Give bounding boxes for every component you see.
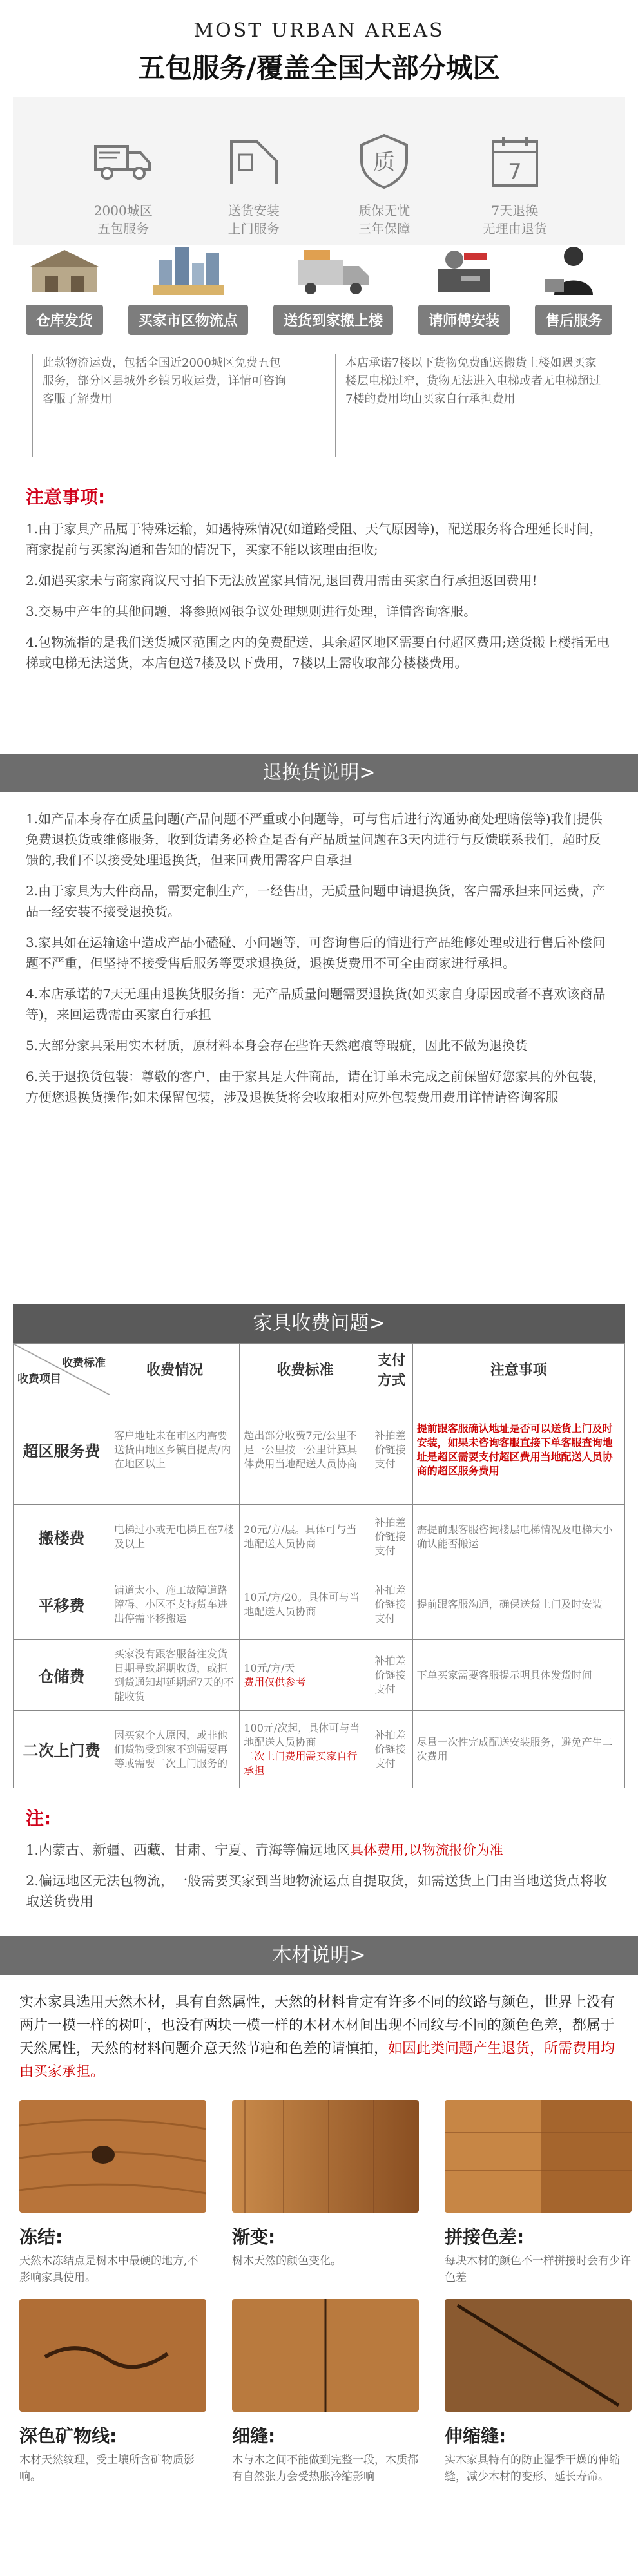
warehouse-icon xyxy=(26,240,103,298)
wood-intro: 实木家具选用天然木材，具有自然属性，天然的材料肯定有许多不同的纹路与颜色，世界上没有两片一模一样的树叶，也没有两块一模一样的木材木材间出现不同纹与不同的颜色色差，都属于天然属性，天然的材料问题介意天然节疤和色差的请慎拍，如因此类问题产生退货，所需费用均由买家承担。 xyxy=(19,1994,615,2080)
fee-name: 搬楼费 xyxy=(14,1505,110,1569)
wood-grid xyxy=(0,2100,638,2485)
service-item-return xyxy=(467,132,563,238)
table-header-row xyxy=(14,1344,625,1395)
flow-label: 送货到家搬上楼 xyxy=(273,305,393,335)
service-text: 质保无忧 三年保障 xyxy=(358,203,411,236)
fee-name: 平移费 xyxy=(14,1569,110,1640)
wood-joint-image xyxy=(445,2100,632,2213)
wood-knot-image xyxy=(19,2100,206,2213)
flow-label: 仓库发货 xyxy=(26,305,103,335)
fee-standard: 100元/次起，具体可与当地配送人员协商 二次上门费用需买家自行承担 xyxy=(240,1711,371,1788)
wood-caption: 渐变: xyxy=(232,2226,276,2247)
fee-standard: 10元/方/天 费用仅供参考 xyxy=(240,1640,371,1711)
fee-situation: 买家没有跟客服备注发货日期导致超期收货，或拒到货通知却延期超7天的不能收货 xyxy=(110,1640,240,1711)
wood-desc: 树木天然的颜色变化。 xyxy=(232,2255,342,2267)
note-right: 本店承诺7楼以下货物免费配送搬货上楼如遇买家楼层电梯过窄，货物无法进入电梯或者无电梯超过7楼的费用均由买家自行承担费用 xyxy=(335,354,606,457)
fee-notes-list xyxy=(0,1840,638,1936)
returns-item: 1.如产品本身存在质量问题(产品问题不严重或小问题等，可与售后进行沟通协商处理赔偿等)我们提供免费退换货或维修服务，收到货请务必检查是否有产品质量问题在3天内进行与反馈联系我们，超时反馈的,我们不以接受处理退换货，但来回费用需客户自承担 xyxy=(26,811,603,868)
flow-step-install xyxy=(418,240,510,335)
wood-desc: 每块木材的颜色不一样拼接时会有少许色差 xyxy=(445,2255,631,2284)
page-header xyxy=(0,0,638,97)
quality-icon xyxy=(355,132,413,190)
wood-caption: 伸缩缝: xyxy=(445,2425,507,2447)
fee-pay: 补拍差价链接支付 xyxy=(371,1395,412,1505)
wood-item xyxy=(232,2299,419,2485)
returns-item: 5.大部分家具采用实木材质，原材料本身会存在些许天然疤痕等瑕疵，因此不做为退换货 xyxy=(26,1038,528,1053)
fee-name: 超区服务费 xyxy=(14,1395,110,1505)
fee-standard: 10元/方/20。具体可与当地配送人员协商 xyxy=(240,1569,371,1640)
service-person-icon xyxy=(535,240,612,298)
service-text: 2000城区 五包服务 xyxy=(93,203,153,236)
fee-situation: 因买家个人原因，或非他们货物受到家不到需要再等或需要二次上门服务的 xyxy=(110,1711,240,1788)
wood-expansion-image xyxy=(445,2299,632,2412)
wood-item xyxy=(232,2100,419,2286)
header-cn-title: 五包服务/覆盖全国大部分城区 xyxy=(138,52,500,84)
table-header: 收费情况 xyxy=(110,1344,240,1395)
fees-table xyxy=(13,1343,625,1788)
fee-note-item: 2.偏远地区无法包物流，一般需要买家到当地物流运点自提取货，如需送货上门由当地送货点将收取送货费用 xyxy=(26,1873,608,1909)
fee-note: 尽量一次性完成配送安装服务，避免产生二次费用 xyxy=(412,1711,624,1788)
fee-notes-title: 注: xyxy=(26,1808,52,1829)
table-corner-cell: 收费标准 收费项目 xyxy=(14,1344,110,1395)
wood-caption: 拼接色差: xyxy=(445,2226,525,2247)
wood-desc: 天然木冻结点是树木中最硬的地方,不影响家具使用。 xyxy=(19,2255,198,2284)
flow-step-warehouse xyxy=(26,240,103,335)
attention-list xyxy=(0,519,638,754)
fee-note-item: 1.内蒙古、新疆、西藏、甘肃、宁夏、青海等偏远地区具体费用,以物流报价为准 xyxy=(26,1842,503,1858)
attention-item: 2.如遇买家未与商家商议尺寸拍下无法放置家具情况,退回费用需由买家自行承担返回费用! xyxy=(26,573,537,588)
fee-name: 仓储费 xyxy=(14,1640,110,1711)
service-icons-panel xyxy=(13,97,625,245)
fee-note: 提前跟客服沟通，确保送货上门及时安装 xyxy=(412,1569,624,1640)
fees-title-bar: 家具收费问题> xyxy=(13,1304,625,1343)
table-header: 支付方式 xyxy=(371,1344,412,1395)
flow-step-deliver xyxy=(273,240,393,335)
svg-text:质: 质 xyxy=(373,149,396,175)
wood-caption: 冻结: xyxy=(19,2226,63,2247)
header-en-title: MOST URBAN AREAS xyxy=(193,19,445,42)
fee-situation: 电梯过小或无电梯且在7楼及以上 xyxy=(110,1505,240,1569)
flow-label: 买家市区物流点 xyxy=(128,305,248,335)
wood-desc: 木材天然纹理，受土壤所含矿物质影响。 xyxy=(19,2454,195,2483)
returns-list xyxy=(0,792,638,1304)
flow-step-logistics xyxy=(128,240,248,335)
attention-item: 4.包物流指的是我们送货城区范围之内的免费配送，其余超区地区需要自付超区费用;送货搬上楼指无电梯或电梯无法送货，本店包送7楼及以下费用，7楼以上需收取部分楼楼费用。 xyxy=(26,634,610,671)
wood-title-bar: 木材说明> xyxy=(0,1936,638,1975)
calendar-icon xyxy=(486,132,544,190)
fee-standard: 20元/方/层。具体可与当地配送人员协商 xyxy=(240,1505,371,1569)
wood-caption: 深色矿物线: xyxy=(19,2425,117,2447)
wood-caption: 细缝: xyxy=(232,2425,276,2447)
wood-gradient-image xyxy=(232,2100,419,2213)
table-row xyxy=(14,1569,625,1640)
delivery-truck-icon xyxy=(295,240,372,298)
install-icon xyxy=(225,132,283,190)
note-left: 此款物流运费，包括全国近2000城区免费五包服务，部分区县城外乡镇另收运费，详情可咨询客服了解费用 xyxy=(32,354,290,457)
table-header: 收费标准 xyxy=(240,1344,371,1395)
table-header: 注意事项 xyxy=(412,1344,624,1395)
fee-pay: 补拍差价链接支付 xyxy=(371,1569,412,1640)
service-text: 送货安装 上门服务 xyxy=(227,203,280,236)
attention-item: 1.由于家具产品属于特殊运输，如遇特殊情况(如道路受阻、天气原因等)，配送服务将合理延长时间，商家提前与买家沟通和告知的情况下，买家不能以该理由拒收; xyxy=(26,521,603,557)
fee-note: 提前跟客服确认地址是否可以送货上门及时安装，如果未咨询客服直接下单客服查询地址是超区需要支付超区费用当地配送人员协商的超区服务费用 xyxy=(412,1395,624,1505)
wood-crack-image xyxy=(232,2299,419,2412)
fee-situation: 铺道太小、施工故障道路障碍、小区不支持货车进出停需平移搬运 xyxy=(110,1569,240,1640)
attention-item: 3.交易中产生的其他问题，将参照网银争议处理规则进行处理，详情咨询客服。 xyxy=(26,604,477,619)
fee-note: 下单买家需要客服提示明具体发货时间 xyxy=(412,1640,624,1711)
returns-item: 3.家具如在运输途中造成产品小磕碰、小问题等，可咨询售后的情进行产品维修处理或进行售后补偿问题不严重，但坚持不接受售后服务等要求退换货，退换货费用不可全由商家进行承担。 xyxy=(26,935,606,971)
service-item-install xyxy=(206,132,302,238)
wood-item xyxy=(19,2299,206,2485)
delivery-flow xyxy=(0,245,638,341)
wood-desc: 实木家具特有的防止湿季干燥的伸缩缝，减少木材的变形、延长寿命。 xyxy=(445,2454,620,2483)
fee-note: 需提前跟客服咨询楼层电梯情况及电梯大小确认能否搬运 xyxy=(412,1505,624,1569)
fee-standard: 超出部分收费7元/公里不足一公里按一公里计算具体费用当地配送人员协商 xyxy=(240,1395,371,1505)
table-row xyxy=(14,1640,625,1711)
service-item-quality xyxy=(336,132,432,238)
delivery-notes xyxy=(0,341,638,470)
wood-item xyxy=(19,2100,206,2286)
table-row xyxy=(14,1395,625,1505)
table-row xyxy=(14,1711,625,1788)
service-item-delivery xyxy=(75,132,171,238)
returns-title-bar: 退换货说明> xyxy=(0,754,638,792)
wood-desc: 木与木之间不能做到完整一段，木质都有自然张力会受热胀冷缩影响 xyxy=(232,2454,418,2483)
service-text: 7天退换 无理由退货 xyxy=(482,203,547,236)
attention-title: 注意事项: xyxy=(26,486,106,508)
wood-mineral-image xyxy=(19,2299,206,2412)
fee-pay: 补拍差价链接支付 xyxy=(371,1711,412,1788)
flow-step-aftersale xyxy=(535,240,612,335)
city-icon xyxy=(150,240,227,298)
fee-name: 二次上门费 xyxy=(14,1711,110,1788)
fee-pay: 补拍差价链接支付 xyxy=(371,1640,412,1711)
wood-item xyxy=(445,2100,632,2286)
truck-icon xyxy=(94,132,152,190)
returns-item: 4.本店承诺的7天无理由退换货服务指：无产品质量问题需要退换货(如买家自身原因或者不喜欢该商品等)，来回运费需由买家自行承担 xyxy=(26,986,606,1022)
fee-pay: 补拍差价链接支付 xyxy=(371,1505,412,1569)
returns-item: 6.关于退换货包装：尊敬的客户，由于家具是大件商品，请在订单未完成之前保留好您家具的外包装，方便您退换货操作;如未保留包装，涉及退换货将会收取相对应外包装费用费用详情请咨询客服 xyxy=(26,1069,606,1105)
svg-text:7: 7 xyxy=(507,158,522,185)
returns-item: 2.由于家具为大件商品，需要定制生产，一经售出，无质量问题申请退换货，客户需承担来回运费，产品一经安装不接受退换货。 xyxy=(26,883,606,919)
wood-item xyxy=(445,2299,632,2485)
flow-label: 售后服务 xyxy=(535,305,612,335)
flow-label: 请师傅安装 xyxy=(418,305,510,335)
tools-icon xyxy=(425,240,503,298)
table-row xyxy=(14,1505,625,1569)
fee-situation: 客户地址未在市区内需要送货由地区乡镇自提点/内在地区以上 xyxy=(110,1395,240,1505)
